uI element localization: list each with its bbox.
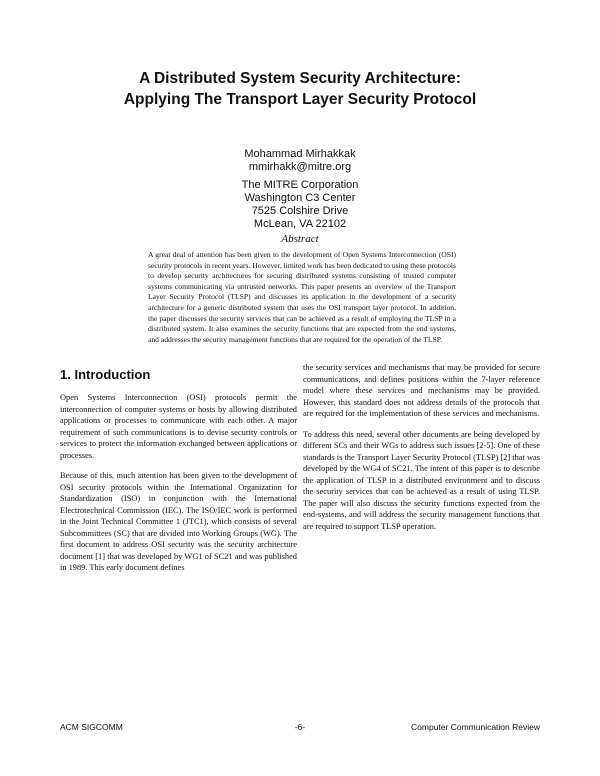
author-email: mmirhakk@mitre.org (248, 161, 352, 173)
footer-journal: Computer Communication Review (411, 722, 540, 732)
intro-paragraph-3: the security services and mechanisms that may be provided for secure communications, and defines positions within the 7-layer reference model where these services and mechanisms may be provided. However, this standard does not address details of the protocols that are required for the implementation of these services and mechanisms. (303, 363, 540, 418)
title-line-2: Applying The Transport Layer Security Protocol (123, 91, 477, 108)
section-heading-introduction: 1. Introduction (60, 367, 151, 382)
abstract-text: A great deal of attention has been given to the development of Open Systems Interconnection (OSI) security protocols in recent years. However, limited work has been dedicated to using these protocols to develop security architectures for securing distributed systems consisting of trusted computer systems communicating via untrusted networks. This paper presents an overview of the Transport Layer Security Protocol (TLSP) and discusses its application in the development of a security architecture for a generic distributed system that uses the OSI transport layer protocol. In addition, the paper discusses the security services that can be achieved as a result of employing the TLSP in a distributed system. It also examines the security functions that are expected from the end systems, and addresses the security management functions that are required for the operation of the TLSP. (148, 250, 456, 344)
footer-page-number: -6- (294, 722, 306, 732)
left-column (60, 392, 297, 583)
author-organization: The MITRE Corporation (241, 179, 359, 191)
intro-paragraph-1: Open Systems Interconnection (OSI) protocols permit the interconnection of computer systems or hosts by allowing distributed applications or processes to communicate with each other. A major requirement of such communications is to devise security controls or services to protect the information exchanged between applications or processes. (60, 393, 297, 460)
intro-paragraph-2: Because of this, much attention has been given to the development of OSI security protocols within the International Organization for Standardization (ISO) in conjunction with the International Electrotechnical Commission (IEC). The ISO/IEC work is performed in the Joint Technical Committee 1 (JTC1), which consists of several Subcommittees (SC) that are divided into Working Groups (WG). The first document to address OSI security was the security architecture document [1] that was developed by WG1 of SC21 and was published in 1989. This early document defines (60, 471, 297, 572)
author-address-1: Washington C3 Center (244, 192, 356, 204)
title-line-1: A Distributed System Security Architecture: (139, 70, 461, 87)
author-address-2: 7525 Colshire Drive (251, 205, 349, 217)
abstract-heading: Abstract (281, 233, 319, 245)
right-column (303, 362, 540, 541)
author-address-3: McLean, VA 22102 (253, 218, 347, 230)
author-name: Mohammad Mirhakkak (244, 148, 356, 160)
intro-paragraph-4: To address this need, several other documents are being developed by different SCs and their WGs to address such issues [2-5]. One of these standards is the Transport Layer Security Protocol (TLSP) [2] that was developed by the WG4 of SC21. The intent of this paper is to describe the application of TLSP in a distributed environment and to discuss the security services that can be achieved as a result of using TLSP. The paper will also discuss the security functions expected from the end-systems, and will address the security management functions that are required to support TLSP operation. (303, 429, 540, 531)
footer-venue: ACM SIGCOMM (60, 722, 123, 732)
